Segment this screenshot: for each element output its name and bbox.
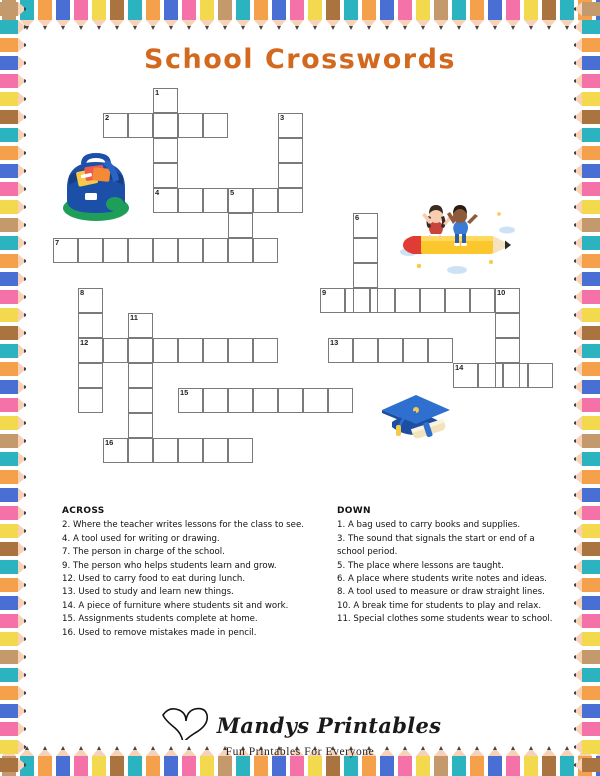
crossword-cell[interactable] (103, 238, 128, 263)
crossword-cell[interactable] (395, 288, 420, 313)
crossword-cell[interactable] (420, 288, 445, 313)
crossword-cell[interactable] (445, 288, 470, 313)
clue-text: A bag used to carry books and supplies. (347, 520, 521, 531)
crossword-cell[interactable] (153, 113, 178, 138)
crossword-cell[interactable] (203, 338, 228, 363)
crossword-cell[interactable] (203, 388, 228, 413)
clue-number: 1. (337, 520, 348, 531)
clue-text: The place where lessons are taught. (347, 560, 504, 571)
clue-text: Where the teacher writes lessons for the class to see. (72, 520, 304, 531)
cell-number-11: 11 (130, 313, 138, 322)
clue-text: The sound that signals the start or end of a school period. (337, 533, 535, 558)
clue-number: 13. (62, 587, 79, 598)
crossword-cell[interactable] (178, 438, 203, 463)
crossword-cell[interactable] (328, 388, 353, 413)
clue-item (62, 519, 330, 532)
clue-item (337, 533, 555, 560)
pencil-icon (574, 540, 600, 558)
crossword-cell[interactable] (495, 313, 520, 338)
clue-text: Used to remove mistakes made in pencil. (78, 627, 257, 638)
clue-number: 16. (62, 627, 79, 638)
cell-number-6: 6 (355, 213, 360, 222)
crossword-cell[interactable] (470, 288, 495, 313)
pencil-icon (0, 666, 26, 684)
pencil-icon (0, 612, 26, 630)
graduation-cap-illustration (378, 388, 456, 444)
crossword-cell[interactable] (153, 188, 178, 213)
cell-number-2: 2 (105, 113, 110, 122)
clue-text: A piece of furniture where students sit and work. (78, 600, 289, 611)
crossword-cell[interactable] (303, 388, 328, 413)
pencil-icon (574, 630, 600, 648)
clue-text: Used to study and learn new things. (78, 587, 234, 598)
cell-number-14: 14 (455, 363, 464, 372)
crossword-cell[interactable] (278, 138, 303, 163)
clue-text: A tool used to measure or draw straight lines. (347, 587, 545, 598)
clue-number: 7. (62, 547, 73, 558)
crossword-cell[interactable] (253, 238, 278, 263)
cell-number-15: 15 (180, 388, 189, 397)
clue-text: The person who helps students learn and grow. (72, 560, 277, 571)
crossword-cell[interactable] (78, 363, 103, 388)
crossword-cell[interactable] (370, 288, 395, 313)
crossword-cell[interactable] (128, 313, 153, 338)
clue-item (62, 533, 330, 546)
cell-number-9: 9 (322, 288, 327, 297)
clue-item (337, 600, 555, 613)
crossword-cell[interactable] (178, 113, 203, 138)
crossword-cell[interactable] (153, 88, 178, 113)
crossword-cell[interactable] (353, 338, 378, 363)
crossword-cell[interactable] (228, 238, 253, 263)
crossword-cell[interactable] (378, 338, 403, 363)
crossword-cell[interactable] (345, 288, 370, 313)
pencil-icon (574, 522, 600, 540)
clue-text: A place where students write notes and ideas. (347, 574, 547, 585)
clue-item (337, 586, 555, 599)
kids-on-pencil-illustration (395, 200, 525, 280)
pencil-icon (0, 486, 26, 504)
brand-name: Mandys Printables (216, 713, 442, 738)
crossword-cell[interactable] (178, 238, 203, 263)
crossword-cell[interactable] (103, 338, 128, 363)
crossword-cell[interactable] (478, 363, 503, 388)
crossword-cell[interactable] (178, 338, 203, 363)
cell-number-1: 1 (155, 88, 160, 97)
crossword-cell[interactable] (78, 238, 103, 263)
crossword-cell[interactable] (203, 113, 228, 138)
crossword-cell[interactable] (278, 188, 303, 213)
footer-branding (0, 706, 600, 758)
clue-number: 15. (62, 614, 79, 625)
crossword-cell[interactable] (253, 188, 278, 213)
clue-number: 8. (337, 587, 348, 598)
crossword-cell[interactable] (203, 438, 228, 463)
crossword-cell[interactable] (495, 338, 520, 363)
crossword-cell[interactable] (153, 138, 178, 163)
cell-number-12: 12 (80, 338, 89, 347)
crossword-cell[interactable] (53, 238, 78, 263)
crossword-cell[interactable] (228, 338, 253, 363)
crossword-cell[interactable] (153, 163, 178, 188)
across-heading: ACROSS (62, 506, 105, 516)
cell-number-10: 10 (497, 288, 506, 297)
pencil-icon (0, 522, 26, 540)
pencil-icon (574, 684, 600, 702)
crossword-cell[interactable] (128, 113, 153, 138)
crossword-cell[interactable] (103, 113, 128, 138)
clue-item (62, 613, 330, 626)
crossword-cell[interactable] (128, 438, 153, 463)
clue-number: 6. (337, 574, 348, 585)
pencil-icon (0, 630, 26, 648)
crossword-cell[interactable] (153, 438, 178, 463)
down-heading: DOWN (337, 506, 371, 516)
crossword-cell[interactable] (78, 338, 103, 363)
pencil-icon (0, 684, 26, 702)
pencil-icon (574, 648, 600, 666)
crossword-cell[interactable] (78, 288, 103, 313)
pencil-icon (574, 576, 600, 594)
crossword-cell[interactable] (453, 363, 478, 388)
pencil-icon (574, 666, 600, 684)
crossword-cell[interactable] (153, 338, 178, 363)
crossword-cell[interactable] (403, 338, 428, 363)
crossword-cell[interactable] (103, 438, 128, 463)
cell-number-4: 4 (155, 188, 160, 197)
clue-number: 4. (62, 533, 73, 544)
clue-item (62, 586, 330, 599)
pencil-icon (0, 540, 26, 558)
pencil-icon (574, 756, 600, 774)
clue-item (62, 600, 330, 613)
crossword-cell[interactable] (178, 388, 203, 413)
crossword-cell[interactable] (495, 288, 520, 313)
crossword-cell[interactable] (253, 338, 278, 363)
crossword-cell[interactable] (203, 188, 228, 213)
pencil-icon (574, 558, 600, 576)
pencil-icon (574, 594, 600, 612)
clue-item (62, 560, 330, 573)
crossword-cell[interactable] (320, 288, 345, 313)
clue-number: 10. (337, 600, 354, 611)
page-title: School Crosswords (144, 44, 456, 75)
crossword-cell[interactable] (503, 363, 528, 388)
pencil-icon (574, 504, 600, 522)
clue-item (337, 519, 555, 532)
pencil-icon (0, 594, 26, 612)
across-clue-list (62, 505, 330, 640)
crossword-cell[interactable] (228, 388, 253, 413)
clue-item (62, 627, 330, 640)
clue-item (62, 546, 330, 559)
crossword-cell[interactable] (253, 388, 278, 413)
heart-icon (159, 706, 213, 745)
clue-number: 5. (337, 560, 348, 571)
crossword-cell[interactable] (228, 213, 253, 238)
clue-item (62, 573, 330, 586)
crossword-cell[interactable] (353, 213, 378, 238)
clue-text: The person in charge of the school. (72, 547, 225, 558)
cell-number-5: 5 (230, 188, 235, 197)
brand-tagline: Fun Printables For Everyone (225, 746, 375, 758)
pencil-icon (0, 558, 26, 576)
crossword-cell[interactable] (153, 238, 178, 263)
pencil-icon (574, 612, 600, 630)
backpack-illustration (55, 148, 137, 223)
crossword-cell[interactable] (228, 188, 253, 213)
crossword-cell[interactable] (128, 338, 153, 363)
crossword-cell[interactable] (528, 363, 553, 388)
crossword-cell[interactable] (78, 388, 103, 413)
crossword-cell[interactable] (278, 388, 303, 413)
clue-text: A break time for students to play and relax. (353, 600, 542, 611)
pencil-icon (0, 648, 26, 666)
clue-number: 2. (62, 520, 73, 531)
clue-item (337, 613, 555, 626)
crossword-cell[interactable] (428, 338, 453, 363)
crossword-cell[interactable] (128, 238, 153, 263)
crossword-cell[interactable] (203, 238, 228, 263)
crossword-cell[interactable] (128, 413, 153, 438)
crossword-cell[interactable] (328, 338, 353, 363)
crossword-cell[interactable] (228, 438, 253, 463)
cell-number-13: 13 (330, 338, 339, 347)
cell-number-16: 16 (105, 438, 114, 447)
clue-number: 9. (62, 560, 73, 571)
clue-number: 3. (337, 533, 348, 544)
crossword-cell[interactable] (353, 238, 378, 263)
clue-number: 12. (62, 574, 79, 585)
pencil-icon (0, 756, 26, 774)
crossword-cell[interactable] (353, 263, 378, 288)
clue-text: Assignments students complete at home. (78, 614, 258, 625)
crossword-cell[interactable] (78, 313, 103, 338)
clue-item (337, 560, 555, 573)
crossword-cell[interactable] (278, 163, 303, 188)
clue-text: A tool used for writing or drawing. (72, 533, 220, 544)
crossword-cell[interactable] (178, 188, 203, 213)
crossword-cell[interactable] (128, 363, 153, 388)
crossword-cell[interactable] (278, 113, 303, 138)
clue-number: 14. (62, 600, 79, 611)
cell-number-7: 7 (55, 238, 60, 247)
pencil-icon (0, 576, 26, 594)
clue-number: 11. (337, 614, 354, 625)
pencil-icon (574, 486, 600, 504)
cell-number-8: 8 (80, 288, 85, 297)
crossword-cell[interactable] (128, 388, 153, 413)
clue-item (337, 573, 555, 586)
clue-text: Used to carry food to eat during lunch. (78, 574, 246, 585)
pencil-icon (0, 504, 26, 522)
down-clue-list (337, 505, 555, 627)
cell-number-3: 3 (280, 113, 285, 122)
clue-text: Special clothes some students wear to school. (353, 614, 553, 625)
